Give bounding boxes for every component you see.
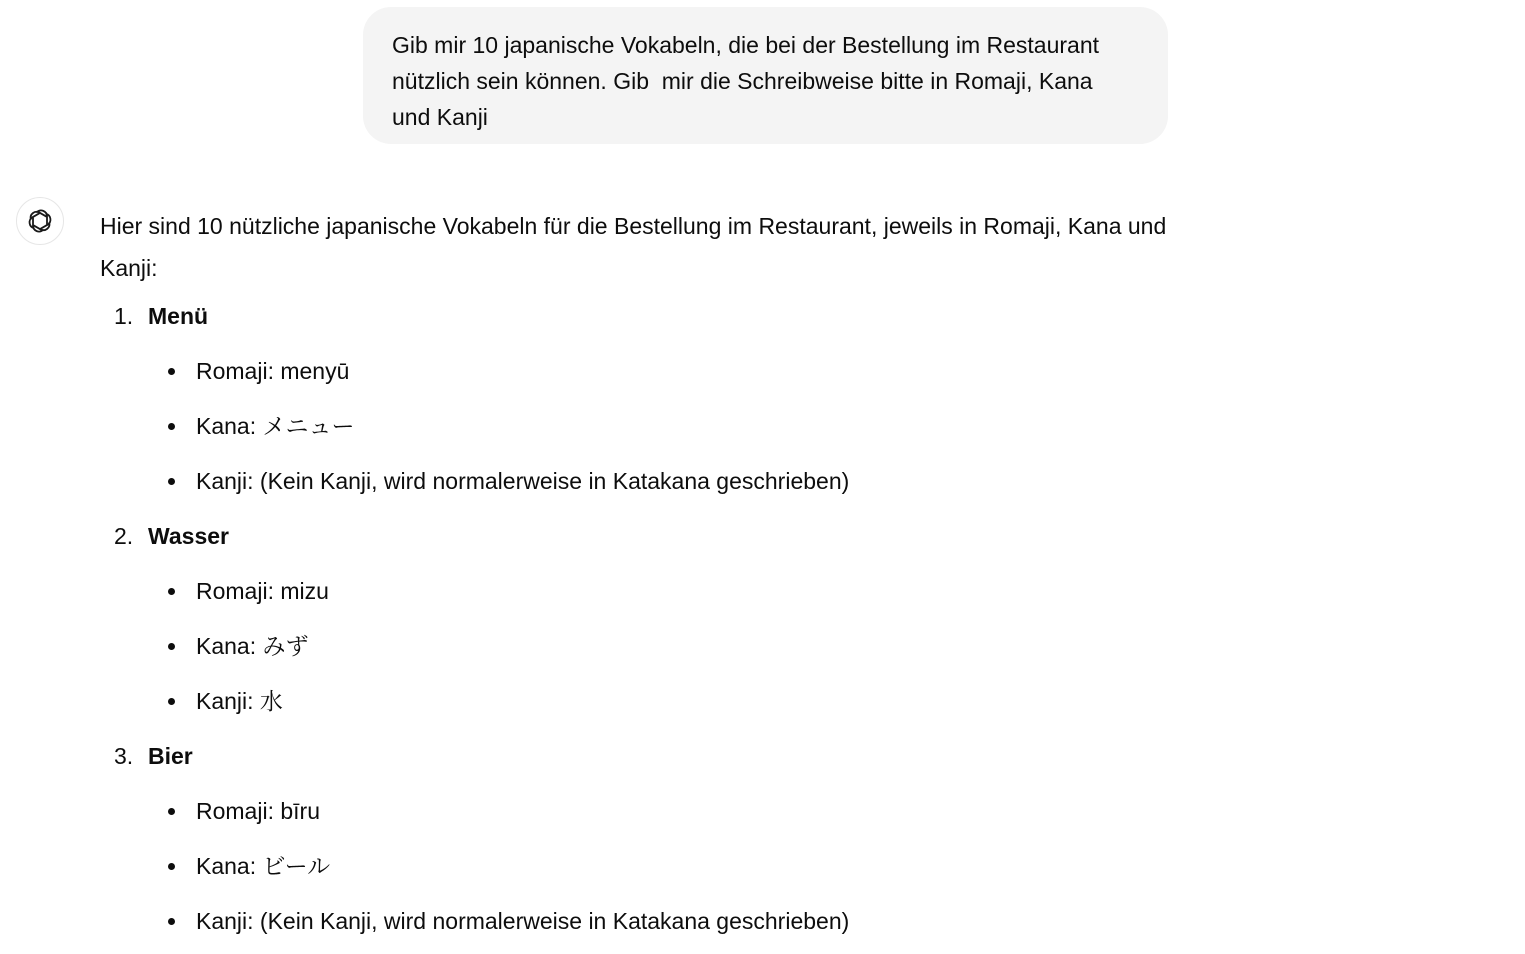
bullet-icon	[168, 368, 175, 375]
vocab-detail-kanji	[196, 894, 1170, 949]
vocab-detail-romaji	[196, 564, 1170, 619]
bullet-icon	[168, 643, 175, 650]
vocab-detail-kanji	[196, 454, 1170, 509]
bullet-icon	[168, 863, 175, 870]
assistant-intro: Hier sind 10 nützliche japanische Vokabeln für die Bestellung im Restaurant, jeweils in Romaji, Kana und Kanji:	[100, 213, 1167, 281]
vocab-title: Menü	[148, 303, 209, 329]
detail-text: Kana: ビール	[196, 853, 331, 879]
assistant-message	[100, 205, 1170, 949]
bullet-icon	[168, 423, 175, 430]
user-message-text: Gib mir 10 japanische Vokabeln, die bei der Bestellung im Restaurant nützlich sein können. Gib mir die Schreibweise bitte in Romaji, Kana und Kanji	[392, 32, 1106, 130]
detail-text: Kana: みず	[196, 633, 309, 659]
detail-text: Kana: メニュー	[196, 413, 355, 439]
vocab-number: 1.	[114, 303, 134, 329]
user-message-bubble	[363, 7, 1168, 144]
vocab-detail-kana	[196, 839, 1170, 894]
detail-text: Romaji: menyū	[196, 358, 350, 384]
vocab-title: Bier	[148, 743, 193, 769]
detail-text: Romaji: mizu	[196, 578, 329, 604]
detail-text: Kanji: (Kein Kanji, wird normalerweise in Katakana geschrieben)	[196, 468, 850, 494]
detail-text: Romaji: bīru	[196, 798, 320, 824]
bullet-icon	[168, 918, 175, 925]
vocab-item	[100, 729, 1170, 949]
vocab-detail-kana	[196, 619, 1170, 674]
vocab-list	[100, 289, 1170, 949]
vocab-title: Wasser	[148, 523, 229, 549]
vocab-item	[100, 289, 1170, 509]
assistant-avatar	[16, 197, 64, 245]
detail-text: Kanji: 水	[196, 688, 283, 714]
vocab-item	[100, 509, 1170, 729]
vocab-detail-romaji	[196, 784, 1170, 839]
vocab-details	[100, 784, 1170, 949]
vocab-number: 3.	[114, 743, 134, 769]
bullet-icon	[168, 588, 175, 595]
openai-logo-icon	[26, 207, 54, 235]
vocab-detail-kana	[196, 399, 1170, 454]
vocab-detail-romaji	[196, 344, 1170, 399]
detail-text: Kanji: (Kein Kanji, wird normalerweise in Katakana geschrieben)	[196, 908, 850, 934]
bullet-icon	[168, 698, 175, 705]
vocab-details	[100, 564, 1170, 729]
bullet-icon	[168, 808, 175, 815]
vocab-detail-kanji	[196, 674, 1170, 729]
bullet-icon	[168, 478, 175, 485]
vocab-number: 2.	[114, 523, 134, 549]
vocab-details	[100, 344, 1170, 509]
